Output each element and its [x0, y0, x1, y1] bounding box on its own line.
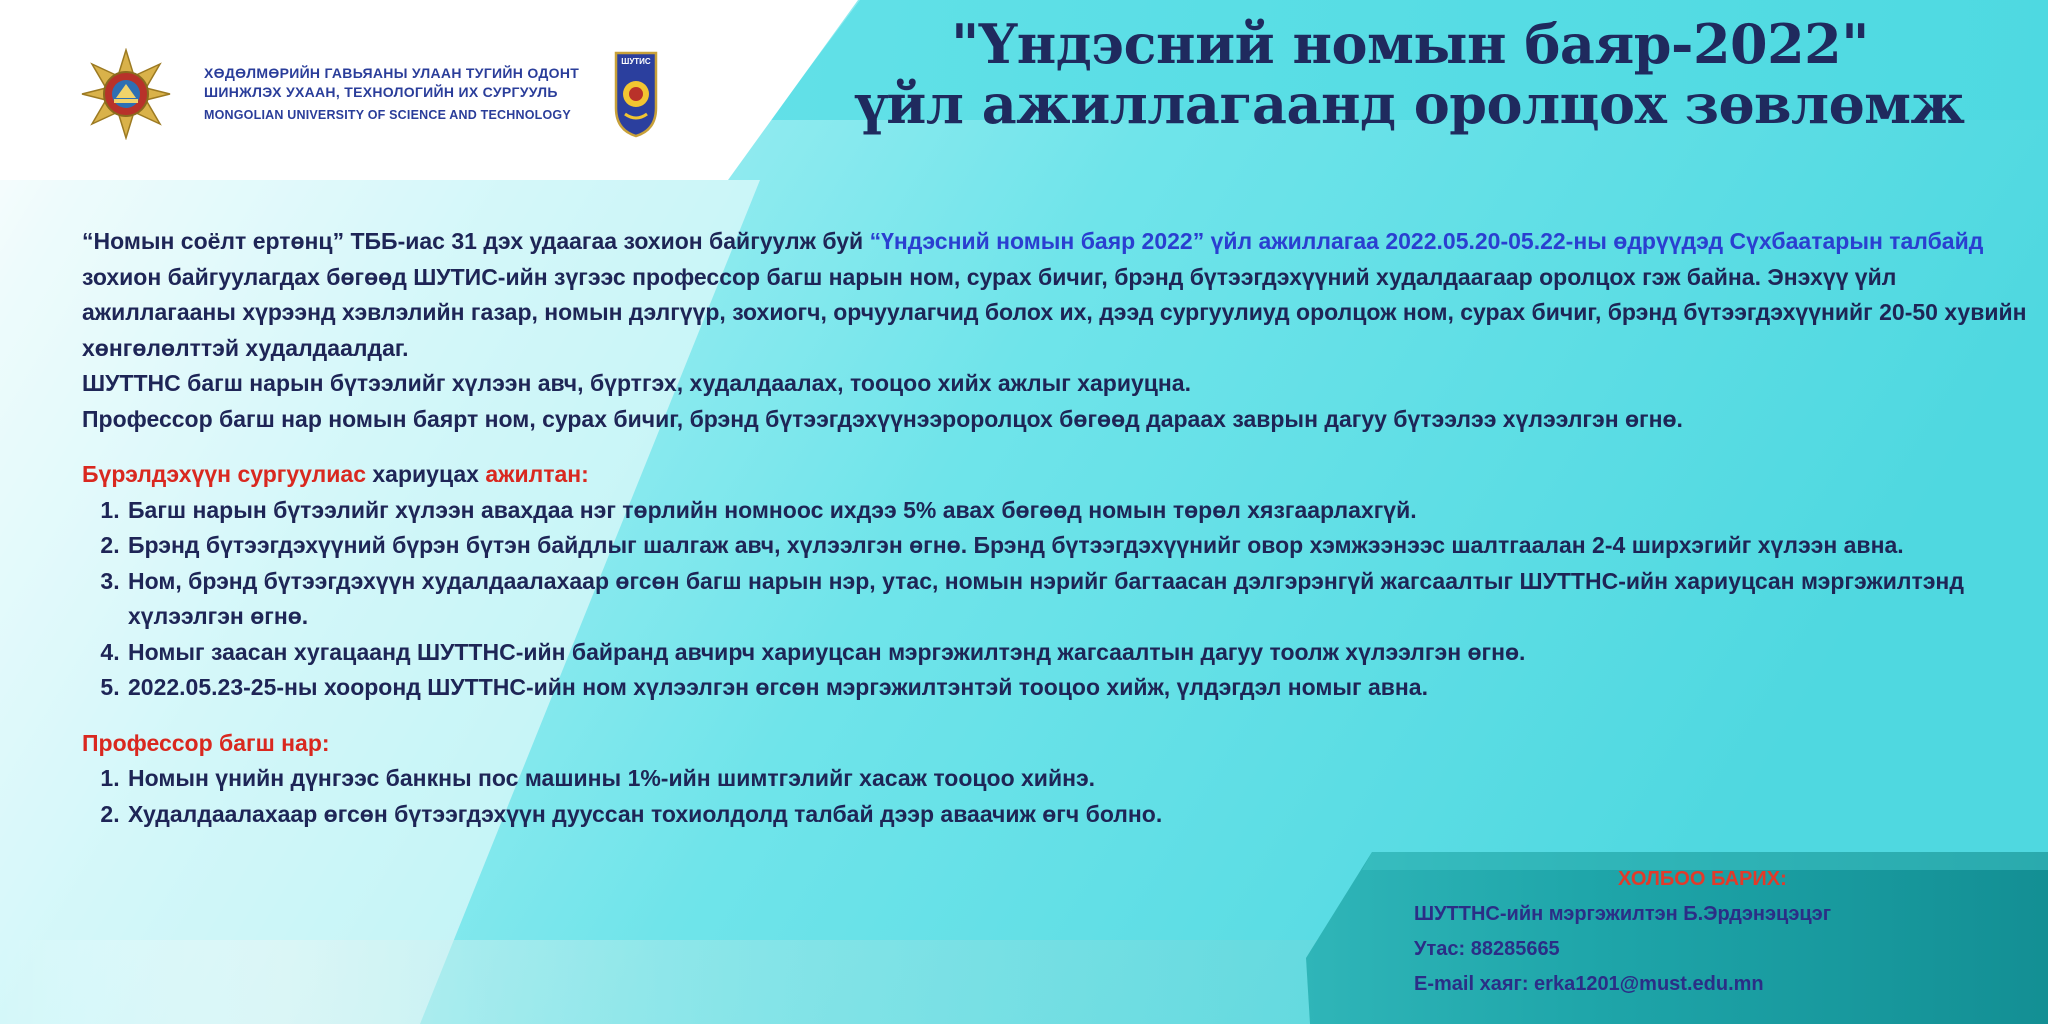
university-shield-logo	[613, 50, 659, 138]
title-line-1: "Үндэсний номын баяр-2022"	[951, 12, 1869, 76]
list-item: 2. Брэнд бүтээгдэхүүний бүрэн бүтэн байдлыг шалгаж авч, хүлээлгэн өгнө. Брэнд бүтээгдэхүүнийг овор хэмжээнээс шалтгаалан 2-4 ширхэгийг хүлээн авна.	[126, 528, 2032, 564]
professors-list	[82, 761, 2032, 832]
section-school-staff	[82, 457, 2032, 706]
heading-part-c: ажилтан:	[485, 461, 589, 487]
section-professors-heading: Профессор багш нар:	[82, 729, 330, 756]
section-school-staff-heading	[82, 457, 2032, 493]
list-item: 1. Багш нарын бүтээлийг хүлээн авахдаа нэг төрлийн номноос ихдээ 5% авах бөгөөд номын төрөл хязгаарлахгүй.	[126, 493, 2032, 529]
title-line-2: үйл ажиллагаанд оролцох зөвлөмж	[855, 72, 1965, 136]
contact-phone: Утас: 88285665	[1414, 938, 1560, 960]
intro-paragraph-2: ШУТТНС багш нарын бүтээлийг хүлээн авч, бүртгэх, худалдаалах, тооцоо хийх ажлыг хариуцна.	[82, 370, 1191, 396]
list-item: 2. Худалдаалахаар өгсөн бүтээгдэхүүн дууссан тохиолдолд талбай дээр аваачиж өгч болно.	[126, 797, 2032, 833]
shield-label: ШУТИС	[621, 57, 651, 66]
university-name-mn-2: ШИНЖЛЭХ УХААН, ТЕХНОЛОГИЙН ИХ СУРГУУЛЬ	[204, 83, 558, 100]
main-content	[82, 224, 2032, 832]
heading-part-a: Бүрэлдэхүүн сургуулиас	[82, 461, 366, 487]
school-staff-list	[82, 493, 2032, 706]
intro-paragraph	[82, 224, 2032, 366]
intro-highlight: “Үндэсний номын баяр 2022” үйл ажиллагаа 2022.05.20-05.22-ны өдрүүдэд Сүхбаатарын талбайд	[869, 228, 1984, 254]
university-name	[204, 64, 579, 125]
university-name-mn-1: ХӨДӨЛМӨРИЙН ГАВЬЯАНЫ УЛААН ТУГИЙН ОДОНТ	[204, 64, 580, 81]
page-title	[780, 14, 2040, 134]
intro-text-b: зохион байгуулагдах бөгөөд ШУТИС-ийн зүгээс профессор багш нарын ном, сурах бичиг, брэнд бүтээгдэхүүний худалдаагаар оролцох гэж байна. Энэхүү үйл ажиллагааны хүрээнд хэвлэлийн газар, номын дэлгүүр, зохиогч, орчуулагчид болох их, дээд сургуулиуд оролцож ном, сурах бичиг, брэнд бүтээгдэхүүнийг 20-50 хувийн хөнгөлөлттэй худалдаалдаг.	[82, 263, 2027, 361]
university-logo-block	[80, 46, 659, 142]
list-item: 1. Номын үнийн дүнгээс банкны пос машины 1%-ийн шимтгэлийг хасаж тооцоо хийнэ.	[126, 761, 2032, 797]
intro-paragraph-3: Профессор багш нар номын баярт ном, сурах бичиг, брэнд бүтээгдэхүүнээроролцох бөгөөд дараах заврын дагуу бүтээлээ хүлээлгэн өгнө.	[82, 405, 1683, 432]
section-professors	[82, 726, 2032, 833]
contact-person: ШУТТНС-ийн мэргэжилтэн Б.Эрдэнэцэцэг	[1414, 903, 1832, 925]
order-medal-icon	[80, 48, 172, 140]
list-item: 4. Номыг заасан хугацаанд ШУТТНС-ийн байранд авчирч хариуцсан мэргэжилтэнд жагсаалтын дагуу тоолж хүлээлгэн өгнө.	[126, 635, 2032, 671]
list-item: 5. 2022.05.23-25-ны хооронд ШУТТНС-ийн ном хүлээлгэн өгсөн мэргэжилтэнтэй тооцоо хийж, үлдэгдэл номыг авна.	[126, 670, 2032, 706]
heading-part-b: хариуцах	[366, 461, 486, 487]
intro-text-a: “Номын соёлт ертөнц” ТББ-иас 31 дэх удаагаа зохион байгуулж буй	[82, 228, 870, 254]
contact-email: E-mail хаяг: erka1201@must.edu.mn	[1414, 973, 1764, 995]
list-item: 3. Ном, брэнд бүтээгдэхүүн худалдаалахаар өгсөн багш нарын нэр, утас, номын нэрийг багтаасан дэлгэрэнгүй жагсаалтыг ШУТТНС-ийн хариуцсан мэргэжилтэнд хүлээлгэн өгнө.	[126, 564, 2032, 635]
university-name-en: MONGOLIAN UNIVERSITY OF SCIENCE AND TECHNOLOGY	[204, 107, 571, 122]
contact-heading: ХОЛБОО БАРИХ:	[1618, 868, 1787, 890]
contact-block	[1414, 862, 2048, 1002]
